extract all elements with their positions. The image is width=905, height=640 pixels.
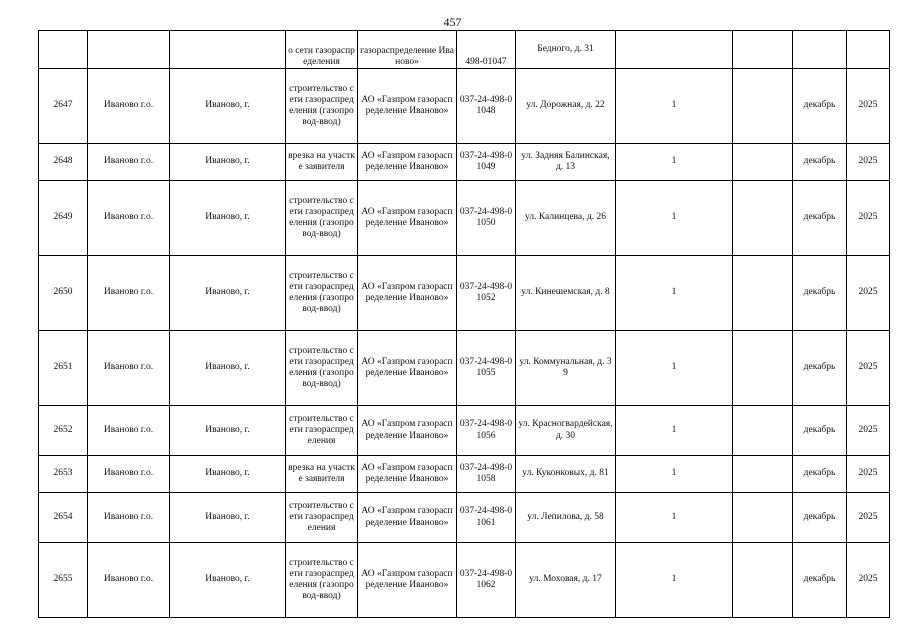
table-row <box>39 144 890 181</box>
cell-organization: АО «Газпром газораспределение Иваново» <box>358 256 457 331</box>
cell-count: 1 <box>616 406 733 456</box>
table-row <box>39 543 890 618</box>
cell-tu-number: 037-24-498-01048 <box>457 69 516 144</box>
cell-organization: газораспределение Иваново» <box>358 31 457 69</box>
cell-municipality: Иваново г.о. <box>88 543 170 618</box>
cell-year: 2025 <box>847 69 890 144</box>
cell-work-type: строительство сети газораспределения (газопровод-ввод) <box>286 331 358 406</box>
cell-settlement: Иваново, г. <box>170 456 286 493</box>
cell-year: 2025 <box>847 493 890 543</box>
cell-empty <box>733 543 793 618</box>
cell-settlement: Иваново, г. <box>170 543 286 618</box>
cell-empty <box>733 144 793 181</box>
cell-work-type: строительство сети газораспределения (газопровод-ввод) <box>286 69 358 144</box>
cell-municipality: Иваново г.о. <box>88 493 170 543</box>
cell-municipality <box>88 31 170 69</box>
cell-organization: АО «Газпром газораспределение Иваново» <box>358 406 457 456</box>
cell-work-type: строительство сети газораспределения <box>286 406 358 456</box>
cell-settlement: Иваново, г. <box>170 406 286 456</box>
page-number: 457 <box>443 15 462 29</box>
cell-empty <box>733 31 793 69</box>
cell-organization: АО «Газпром газораспределение Иваново» <box>358 543 457 618</box>
cell-address: ул. Куконковых, д. 81 <box>516 456 616 493</box>
cell-count <box>616 31 733 69</box>
cell-month: декабрь <box>793 406 847 456</box>
cell-settlement: Иваново, г. <box>170 331 286 406</box>
cell-num: 2650 <box>39 256 88 331</box>
cell-work-type: строительство сети газораспределения (газопровод-ввод) <box>286 181 358 256</box>
cell-address: ул. Калинцева, д. 26 <box>516 181 616 256</box>
cell-organization: АО «Газпром газораспределение Иваново» <box>358 144 457 181</box>
cell-organization: АО «Газпром газораспределение Иваново» <box>358 456 457 493</box>
cell-count: 1 <box>616 256 733 331</box>
cell-address: ул. Задняя Балинская, д. 13 <box>516 144 616 181</box>
registry-table-body <box>39 31 890 618</box>
cell-year: 2025 <box>847 543 890 618</box>
registry-table <box>38 30 890 618</box>
cell-empty <box>733 456 793 493</box>
cell-address: ул. Дорожная, д. 22 <box>516 69 616 144</box>
cell-municipality: Иваново г.о. <box>88 456 170 493</box>
cell-num: 2655 <box>39 543 88 618</box>
table-row <box>39 456 890 493</box>
cell-num: 2653 <box>39 456 88 493</box>
cell-empty <box>733 331 793 406</box>
cell-year: 2025 <box>847 144 890 181</box>
cell-address: ул. Лепилова, д. 58 <box>516 493 616 543</box>
cell-tu-number: 037-24-498-01058 <box>457 456 516 493</box>
cell-month: декабрь <box>793 456 847 493</box>
cell-work-type: о сети газораспределения <box>286 31 358 69</box>
cell-num <box>39 31 88 69</box>
cell-organization: АО «Газпром газораспределение Иваново» <box>358 331 457 406</box>
cell-municipality: Иваново г.о. <box>88 69 170 144</box>
cell-count: 1 <box>616 181 733 256</box>
cell-empty <box>733 181 793 256</box>
table-row <box>39 493 890 543</box>
cell-settlement: Иваново, г. <box>170 181 286 256</box>
cell-year: 2025 <box>847 181 890 256</box>
cell-tu-number: 498-01047 <box>457 31 516 69</box>
cell-tu-number: 037-24-498-01049 <box>457 144 516 181</box>
cell-year <box>847 31 890 69</box>
cell-year: 2025 <box>847 406 890 456</box>
cell-tu-number: 037-24-498-01055 <box>457 331 516 406</box>
cell-month <box>793 31 847 69</box>
cell-count: 1 <box>616 493 733 543</box>
cell-num: 2647 <box>39 69 88 144</box>
cell-address: ул. Коммунальная, д. 39 <box>516 331 616 406</box>
cell-month: декабрь <box>793 331 847 406</box>
cell-settlement: Иваново, г. <box>170 144 286 181</box>
cell-month: декабрь <box>793 181 847 256</box>
cell-municipality: Иваново г.о. <box>88 144 170 181</box>
cell-count: 1 <box>616 543 733 618</box>
cell-tu-number: 037-24-498-01056 <box>457 406 516 456</box>
cell-year: 2025 <box>847 256 890 331</box>
cell-empty <box>733 406 793 456</box>
cell-tu-number: 037-24-498-01052 <box>457 256 516 331</box>
cell-work-type: строительство сети газораспределения (газопровод-ввод) <box>286 543 358 618</box>
table-row <box>39 406 890 456</box>
cell-tu-number: 037-24-498-01050 <box>457 181 516 256</box>
cell-empty <box>733 69 793 144</box>
cell-count: 1 <box>616 144 733 181</box>
cell-count: 1 <box>616 331 733 406</box>
cell-settlement: Иваново, г. <box>170 69 286 144</box>
cell-work-type: врезка на участке заявителя <box>286 456 358 493</box>
cell-month: декабрь <box>793 543 847 618</box>
cell-num: 2652 <box>39 406 88 456</box>
cell-year: 2025 <box>847 456 890 493</box>
cell-address: ул. Моховая, д. 17 <box>516 543 616 618</box>
cell-settlement: Иваново, г. <box>170 493 286 543</box>
cell-address: Бедного, д. 31 <box>516 31 616 69</box>
cell-month: декабрь <box>793 144 847 181</box>
cell-municipality: Иваново г.о. <box>88 256 170 331</box>
table-row <box>39 256 890 331</box>
cell-work-type: строительство сети газораспределения (газопровод-ввод) <box>286 256 358 331</box>
cell-tu-number: 037-24-498-01062 <box>457 543 516 618</box>
cell-organization: АО «Газпром газораспределение Иваново» <box>358 69 457 144</box>
cell-num: 2649 <box>39 181 88 256</box>
table-row-partial <box>39 31 890 69</box>
cell-empty <box>733 256 793 331</box>
cell-num: 2651 <box>39 331 88 406</box>
cell-tu-number: 037-24-498-01061 <box>457 493 516 543</box>
cell-organization: АО «Газпром газораспределение Иваново» <box>358 493 457 543</box>
table-row <box>39 181 890 256</box>
cell-count: 1 <box>616 69 733 144</box>
cell-num: 2654 <box>39 493 88 543</box>
cell-settlement <box>170 31 286 69</box>
table-row <box>39 331 890 406</box>
cell-address: ул. Красногвардейская, д. 30 <box>516 406 616 456</box>
cell-work-type: врезка на участке заявителя <box>286 144 358 181</box>
cell-organization: АО «Газпром газораспределение Иваново» <box>358 181 457 256</box>
table-row <box>39 69 890 144</box>
cell-municipality: Иваново г.о. <box>88 406 170 456</box>
cell-month: декабрь <box>793 493 847 543</box>
cell-settlement: Иваново, г. <box>170 256 286 331</box>
cell-address: ул. Кинешемская, д. 8 <box>516 256 616 331</box>
cell-year: 2025 <box>847 331 890 406</box>
cell-count: 1 <box>616 456 733 493</box>
cell-municipality: Иваново г.о. <box>88 331 170 406</box>
cell-num: 2648 <box>39 144 88 181</box>
cell-work-type: строительство сети газораспределения <box>286 493 358 543</box>
cell-empty <box>733 493 793 543</box>
cell-municipality: Иваново г.о. <box>88 181 170 256</box>
cell-month: декабрь <box>793 256 847 331</box>
cell-month: декабрь <box>793 69 847 144</box>
